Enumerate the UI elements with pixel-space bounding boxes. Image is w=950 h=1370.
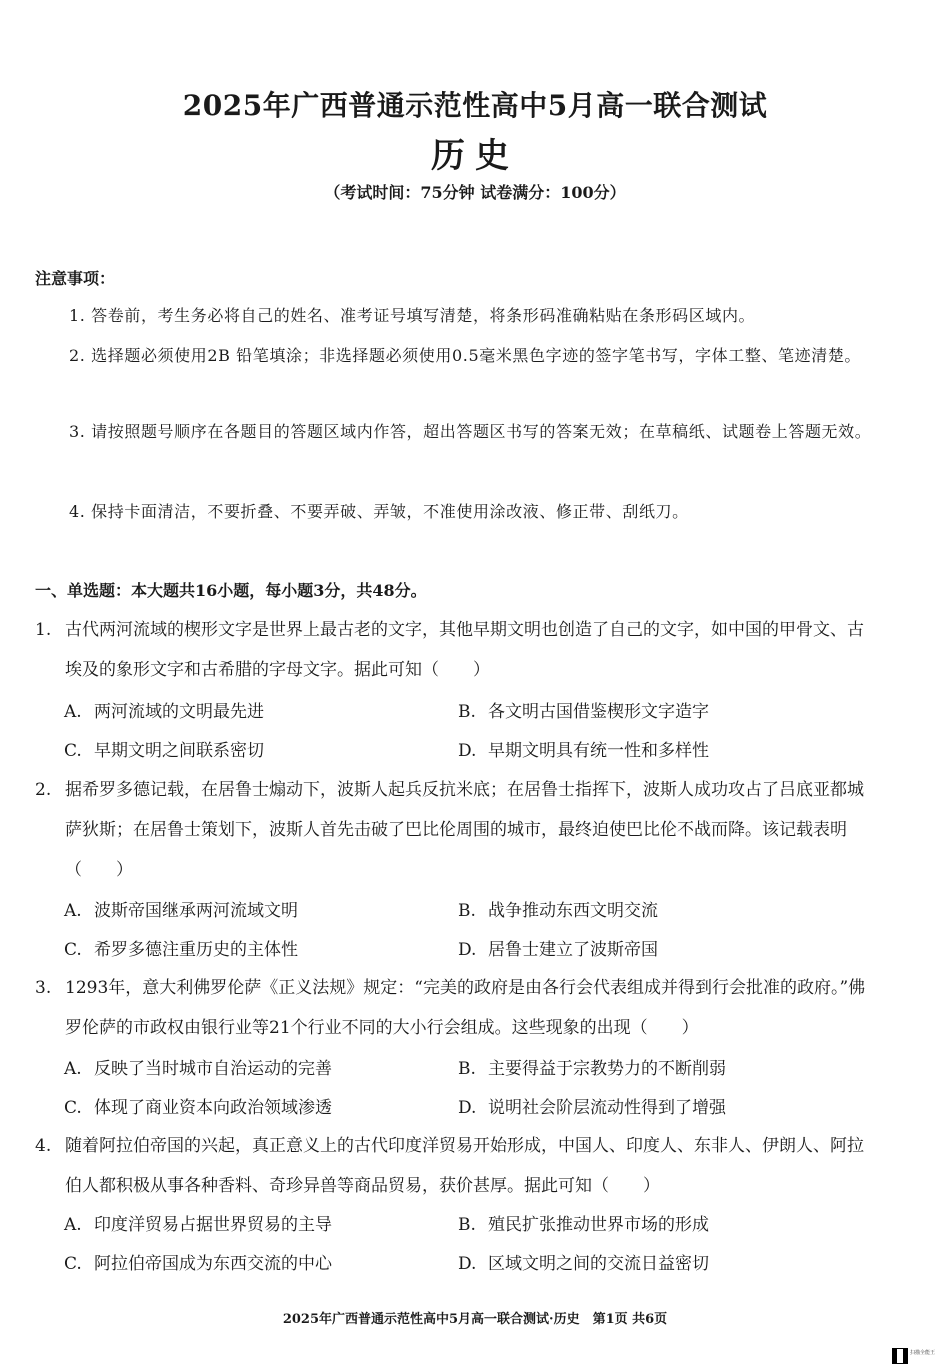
question-stem: 1293年，意大利佛罗伦萨《正义法规》规定：“完美的政府是由各行会代表组成并得到行会批准的政府。”佛罗伦萨的市政权由银行业等21个行业不同的大小行会组成。这些现象的出现（ ）: [65, 978, 866, 1038]
option-a: [64, 899, 298, 923]
option-c: [64, 938, 298, 962]
option-text: 两河流域的文明最先进: [94, 702, 264, 722]
option-letter: C.: [64, 1098, 82, 1118]
question-number: 1.: [35, 620, 52, 640]
option-letter: A.: [64, 702, 82, 722]
option-text: 战争推动东西文明交流: [488, 901, 658, 921]
option-a: [64, 1213, 332, 1237]
question-stem: 随着阿拉伯帝国的兴起，真正意义上的古代印度洋贸易开始形成，中国人、印度人、东非人、伊朗人、阿拉伯人都积极从事各种香料、奇珍异兽等商品贸易，获价甚厚。据此可知（ ）: [65, 1136, 864, 1196]
option-a: [64, 700, 264, 724]
option-letter: D.: [458, 741, 477, 761]
question-number: 2.: [35, 780, 52, 800]
notice-item-3: 3. 请按照题号顺序在各题目的答题区域内作答，超出答题区书写的答案无效；在草稿纸、试题卷上答题无效。: [69, 422, 872, 441]
option-letter: A.: [64, 1059, 82, 1079]
option-letter: A.: [64, 901, 82, 921]
option-text: 印度洋贸易占据世界贸易的主导: [94, 1215, 332, 1235]
question-1: [35, 610, 875, 690]
question-number: 3.: [35, 978, 52, 998]
option-letter: D.: [458, 1098, 477, 1118]
question-4: [35, 1126, 875, 1206]
option-b: [458, 1213, 709, 1237]
option-letter: A.: [64, 1215, 82, 1235]
option-text: 殖民扩张推动世界市场的形成: [488, 1215, 709, 1235]
option-b: [458, 700, 709, 724]
notice-item-4: 4. 保持卡面清洁，不要折叠、不要弄破、弄皱，不准使用涂改液、修正带、刮纸刀。: [69, 502, 689, 521]
option-d: [458, 1252, 709, 1276]
option-text: 早期文明之间联系密切: [94, 741, 264, 761]
option-text: 早期文明具有统一性和多样性: [488, 741, 709, 761]
option-text: 区域文明之间的交流日益密切: [488, 1254, 709, 1274]
section-heading: 一、单选题：本大题共16小题，每小题3分，共48分。: [35, 581, 427, 600]
option-letter: D.: [458, 1254, 477, 1274]
option-letter: C.: [64, 940, 82, 960]
option-d: [458, 938, 658, 962]
question-stem: 古代两河流域的楔形文字是世界上最古老的文字，其他早期文明也创造了自己的文字，如中国的甲骨文、古埃及的象形文字和古希腊的字母文字。据此可知（ ）: [65, 620, 864, 680]
option-letter: C.: [64, 1254, 82, 1274]
option-letter: C.: [64, 741, 82, 761]
option-a: [64, 1057, 332, 1081]
option-letter: B.: [458, 702, 476, 722]
option-c: [64, 1252, 332, 1276]
question-2: [35, 770, 875, 890]
subject-title: 历史: [431, 136, 519, 176]
option-text: 各文明古国借鉴楔形文字造字: [488, 702, 709, 722]
option-text: 波斯帝国继承两河流域文明: [94, 901, 298, 921]
question-stem: 据希罗多德记载，在居鲁士煽动下，波斯人起兵反抗米底；在居鲁士指挥下，波斯人成功攻占了吕底亚都城萨狄斯；在居鲁士策划下，波斯人首先击破了巴比伦周围的城市，最终迫使巴比伦不战而降。该记载表明（ ）: [65, 780, 864, 880]
option-b: [458, 1057, 726, 1081]
option-text: 希罗多德注重历史的主体性: [94, 940, 298, 960]
option-d: [458, 739, 709, 763]
option-letter: B.: [458, 1215, 476, 1235]
option-letter: B.: [458, 1059, 476, 1079]
option-c: [64, 739, 264, 763]
exam-info: （考试时间：75分钟 试卷满分：100分）: [324, 183, 626, 202]
option-b: [458, 899, 658, 923]
question-3: [35, 968, 875, 1048]
notice-heading: 注意事项：: [35, 269, 116, 288]
option-text: 反映了当时城市自治运动的完善: [94, 1059, 332, 1079]
scanner-watermark: 扫描全能王: [910, 1350, 936, 1356]
option-text: 阿拉伯帝国成为东西交流的中心: [94, 1254, 332, 1274]
option-text: 体现了商业资本向政治领域渗透: [94, 1098, 332, 1118]
option-text: 主要得益于宗教势力的不断削弱: [488, 1059, 726, 1079]
exam-title: 2025年广西普通示范性高中5月高一联合测试: [182, 89, 768, 122]
question-number: 4.: [35, 1136, 52, 1156]
page-footer: 2025年广西普通示范性高中5月高一联合测试·历史 第1页 共6页: [282, 1312, 668, 1327]
option-text: 说明社会阶层流动性得到了增强: [488, 1098, 726, 1118]
option-c: [64, 1096, 332, 1120]
qr-code-icon: [892, 1348, 908, 1364]
option-letter: D.: [458, 940, 477, 960]
notice-item-2: 2. 选择题必须使用2B 铅笔填涂；非选择题必须使用0.5毫米黑色字迹的签字笔书写，字体工整、笔迹清楚。: [69, 346, 862, 365]
option-text: 居鲁士建立了波斯帝国: [488, 940, 658, 960]
option-letter: B.: [458, 901, 476, 921]
notice-item-1: 1. 答卷前，考生务必将自己的姓名、准考证号填写清楚，将条形码准确粘贴在条形码区域内。: [69, 306, 756, 325]
option-d: [458, 1096, 726, 1120]
